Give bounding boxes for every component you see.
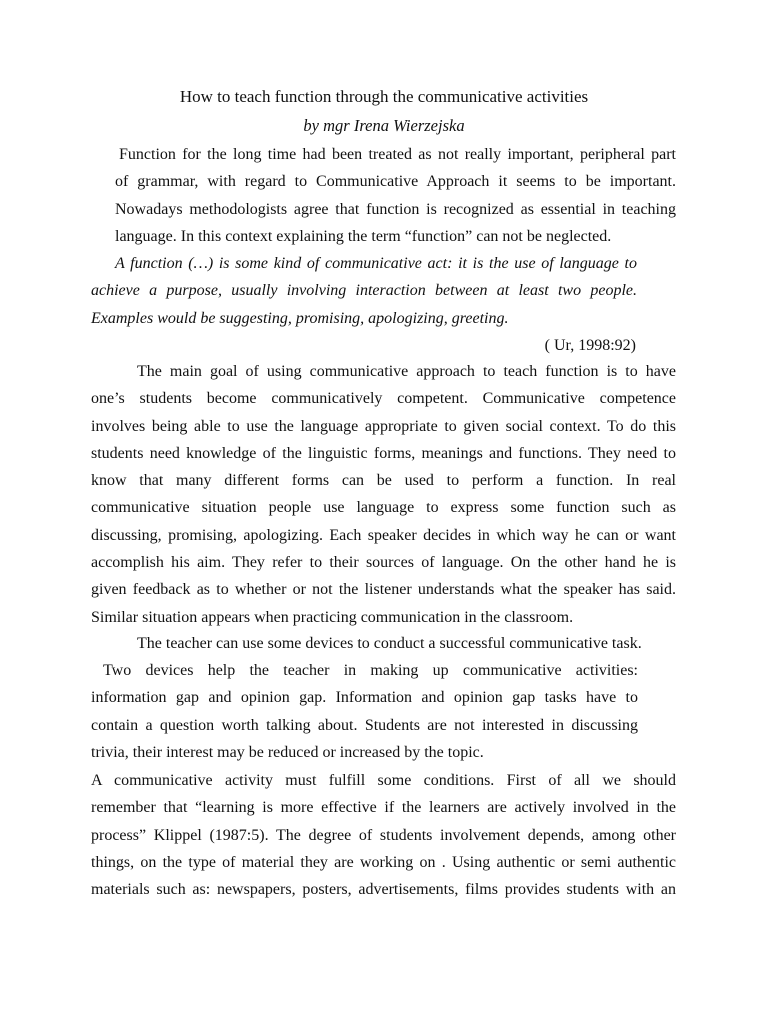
document-author-text: by mgr Irena Wierzejska (303, 116, 465, 135)
paragraph-line: information gap and opinion gap. Information and opinion gap tasks have to (91, 689, 638, 707)
paragraph-line: process” Klippel (1987:5). The degree of students involvement depends, among other (91, 826, 676, 844)
paragraph-main-goal (91, 358, 676, 631)
document-author (0, 116, 768, 136)
paragraph-line: contain a question worth talking about. Students are not interested in discussing (91, 716, 638, 734)
quote-line: achieve a purpose, usually involving interaction between at least two people. (91, 282, 637, 300)
paragraph-line: given feedback as to whether or not the listener understands what the speaker has said. (91, 581, 676, 599)
paragraph-line: materials such as: newspapers, posters, advertisements, films provides students with an (91, 881, 676, 899)
paragraph-line: Nowadays methodologists agree that function is recognized as essential in teaching (115, 200, 676, 218)
paragraph-line: communicative situation people use language to express some function such as (91, 499, 676, 517)
paragraph-line: Function for the long time had been treated as not really important, peripheral part (119, 146, 676, 163)
paragraph-line: The teacher can use some devices to conduct a successful communicative task. (137, 635, 642, 652)
paragraph-line: trivia, their interest may be reduced or increased by the topic. (91, 743, 484, 761)
paragraph-teacher-devices (91, 630, 676, 657)
paragraph-line: accomplish his aim. They refer to their sources of language. On the other hand he is (91, 554, 676, 572)
paragraph-line: students need knowledge of the linguistic forms, meanings and functions. They need to (91, 444, 676, 462)
paragraph-line: one’s students become communicatively competent. Communicative competence (91, 390, 676, 408)
paragraph-line: language. In this context explaining the term “function” can not be neglected. (115, 227, 612, 245)
paragraph-line: things, on the type of material they are working on . Using authentic or semi authentic (91, 853, 676, 871)
paragraph-function-intro (115, 141, 676, 250)
quote-line: Examples would be suggesting, promising, apologizing, greeting. (91, 309, 509, 327)
paragraph-line: Two devices help the teacher in making up communicative activities: (103, 662, 638, 679)
quote-line: A function (…) is some kind of communicative act: it is the use of language to (115, 255, 637, 272)
paragraph-line: know that many different forms can be used to perform a function. In real (91, 472, 676, 490)
paragraph-line: The main goal of using communicative approach to teach function is to have (137, 363, 676, 380)
paragraph-line: remember that “learning is more effective if the learners are actively involved in the (91, 799, 676, 817)
paragraph-line: of grammar, with regard to Communicative Approach it seems to be important. (115, 173, 676, 191)
paragraph-line: Similar situation appears when practicing communication in the classroom. (91, 608, 574, 626)
paragraph-activity-conditions (91, 767, 676, 903)
block-quote (91, 250, 637, 332)
paragraph-gap-tasks (91, 657, 638, 766)
document-title-text: How to teach function through the communicative activities (179, 87, 589, 106)
paragraph-line: involves being able to use the language appropriate to given social context. To do this (91, 417, 676, 435)
quote-citation: ( Ur, 1998:92) (544, 337, 636, 354)
paragraph-line: discussing, promising, apologizing. Each speaker decides in which way he can or want (91, 526, 676, 544)
paragraph-line: A communicative activity must fulfill some conditions. First of all we should (91, 772, 676, 789)
document-title (0, 87, 768, 107)
